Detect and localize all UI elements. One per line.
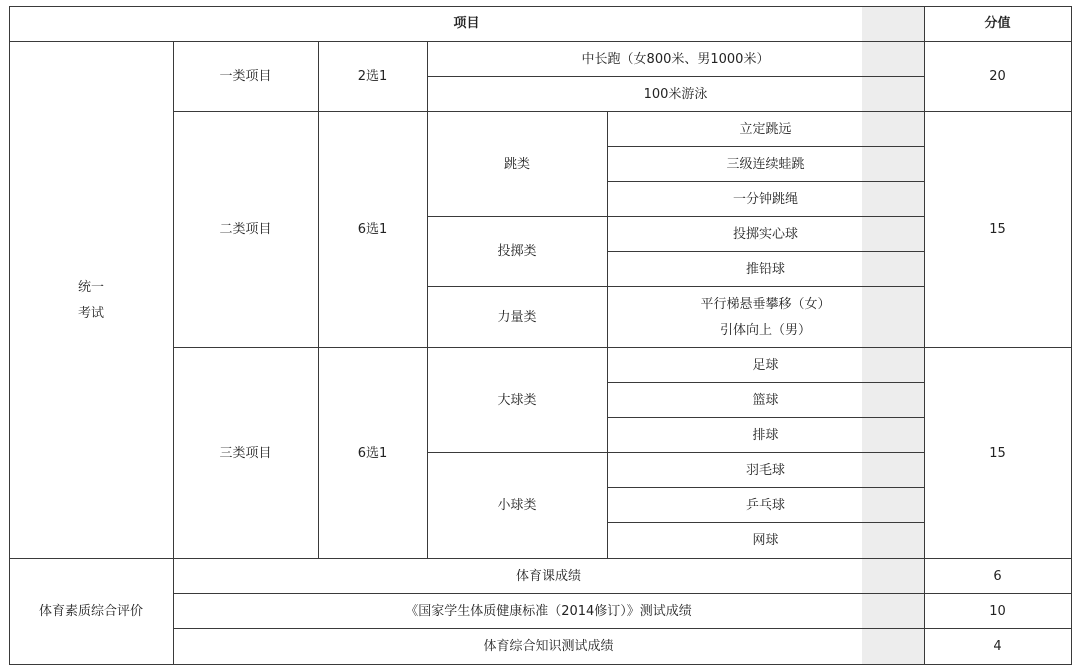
grid-line — [173, 593, 1072, 594]
cat1-pick: 2选1 — [357, 69, 388, 84]
grid-line — [607, 522, 924, 523]
cat3-item: 网球 — [752, 533, 779, 548]
grid-line — [9, 41, 1072, 42]
cat3-item: 排球 — [752, 427, 779, 443]
grid-line — [427, 41, 428, 559]
cat3-item: 足球 — [752, 357, 779, 373]
cat1-score: 20 — [989, 69, 1006, 84]
grid-line — [173, 41, 174, 665]
grid-line — [427, 286, 924, 287]
grid-line — [607, 111, 608, 559]
cat3-name: 三类项目 — [219, 445, 272, 461]
grid-line — [427, 76, 924, 77]
cat3-item: 篮球 — [752, 392, 779, 408]
cat2-item: 立定跳远 — [739, 121, 792, 137]
grid-line — [9, 6, 10, 665]
grid-line — [173, 628, 1072, 629]
cat2-pick: 6选1 — [357, 222, 388, 237]
cat3-item: 羽毛球 — [745, 462, 785, 478]
grid-line — [318, 41, 319, 559]
grid-line — [173, 347, 1072, 348]
cat2-group: 投掷类 — [497, 244, 537, 259]
grid-line — [607, 146, 924, 147]
grid-line — [9, 6, 1072, 7]
cat3-group: 大球类 — [497, 392, 537, 408]
cat2-item: 三级连续蛙跳 — [726, 156, 805, 172]
cat2-group: 跳类 — [503, 156, 530, 172]
cat3-pick: 6选1 — [357, 445, 388, 461]
grid-line — [607, 251, 924, 252]
cat3-group: 小球类 — [497, 498, 537, 513]
grid-line — [427, 452, 924, 453]
grid-line — [173, 111, 1072, 112]
unified-exam-label: 统一 考试 — [77, 279, 104, 321]
grid-line — [607, 417, 924, 418]
cat2-item: 平行梯悬垂攀移（女） 引体向上（男） — [700, 296, 831, 338]
evaluation-label: 体育素质综合评价 — [38, 604, 143, 619]
grid-line — [9, 558, 1072, 559]
cat3-item: 乒乓球 — [745, 497, 785, 513]
cat2-score: 15 — [989, 222, 1006, 237]
grid-line — [427, 216, 924, 217]
evaluation-item: 体育课成绩 — [515, 568, 581, 584]
evaluation-item: 《国家学生体质健康标准（2014修订）》测试成绩 — [405, 603, 692, 619]
cat1-item: 中长跑（女800米、男1000米） — [581, 51, 770, 67]
evaluation-score: 6 — [993, 568, 1002, 584]
grid-line — [607, 181, 924, 182]
grid-line — [607, 382, 924, 383]
header-item: 项目 — [453, 16, 480, 31]
grid-line — [607, 487, 924, 488]
cat3-score: 15 — [989, 445, 1006, 461]
evaluation-score: 10 — [989, 603, 1006, 619]
cat1-name: 一类项目 — [219, 69, 272, 84]
cat2-item: 投掷实心球 — [732, 226, 798, 242]
cat2-item: 推铅球 — [745, 261, 785, 277]
cat1-item: 100米游泳 — [643, 86, 708, 102]
evaluation-score: 4 — [993, 639, 1002, 654]
cat2-name: 二类项目 — [219, 222, 272, 237]
evaluation-item: 体育综合知识测试成绩 — [483, 639, 614, 654]
grid-line — [924, 6, 925, 665]
cat2-item: 一分钟跳绳 — [732, 191, 798, 207]
grid-line — [9, 664, 1072, 665]
header-score: 分值 — [984, 16, 1011, 31]
cat2-group: 力量类 — [497, 309, 537, 325]
grid-line — [1071, 6, 1072, 665]
